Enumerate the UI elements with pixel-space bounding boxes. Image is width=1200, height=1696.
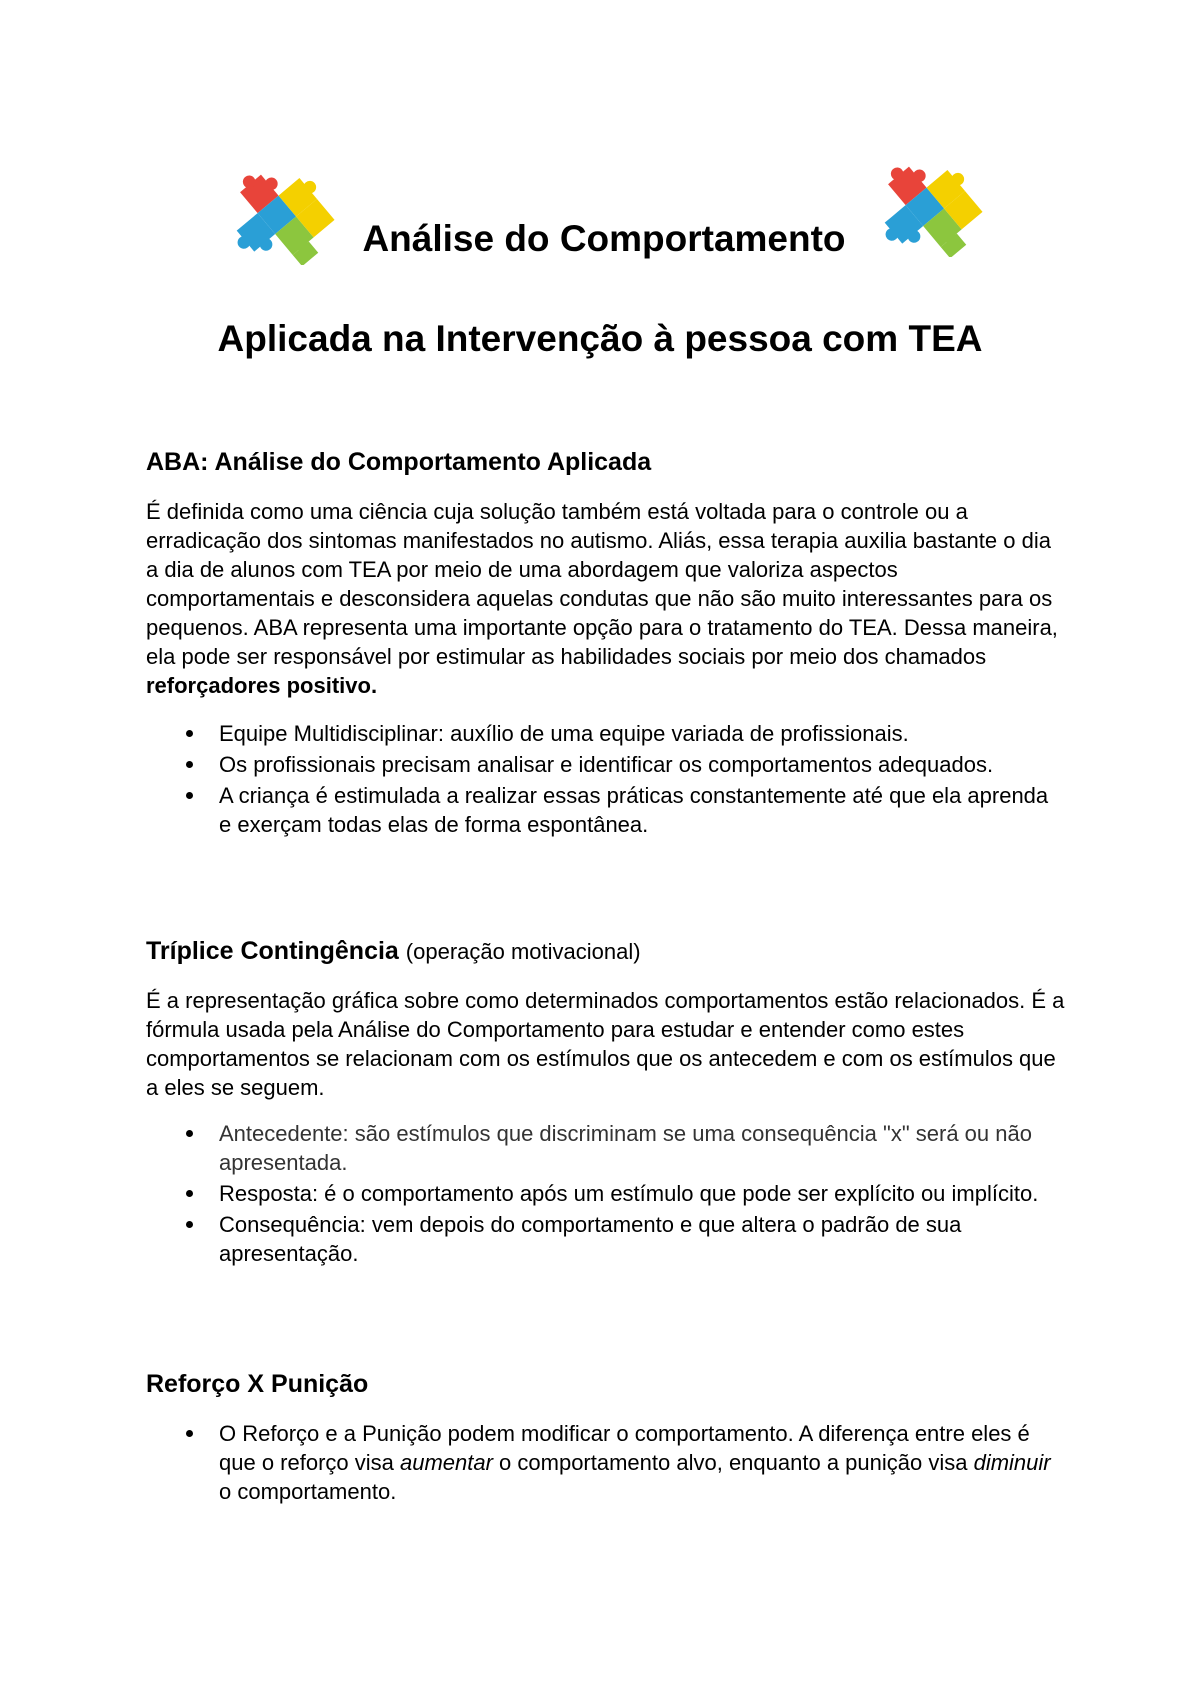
bullet-icon: [186, 1430, 193, 1437]
list-item: Equipe Multidisciplinar: auxílio de uma equipe variada de profissionais.: [146, 719, 1066, 748]
bullet-icon: [186, 792, 193, 799]
bullet-list-triplice: [146, 1119, 1066, 1270]
list-item: Consequência: vem depois do comportamento e que altera o padrão de sua apresentação.: [146, 1210, 1066, 1268]
list-item: Resposta: é o comportamento após um estímulo que pode ser explícito ou implícito.: [146, 1179, 1066, 1208]
document-title: Análise do Comportamento: [362, 218, 846, 259]
section-heading-aba: ABA: Análise do Comportamento Aplicada: [146, 448, 652, 476]
bullet-list-reforco: [146, 1419, 1066, 1508]
bullet-icon: [186, 1190, 193, 1197]
section-heading-reforco: Reforço X Punição: [146, 1370, 369, 1398]
list-item: A criança é estimulada a realizar essas práticas constantemente até que ela aprenda e exerçam todas elas de forma espontânea.: [146, 781, 1066, 839]
bullet-icon: [186, 761, 193, 768]
bullet-icon: [186, 730, 193, 737]
bullet-list-aba: [146, 719, 1066, 841]
bullet-icon: [186, 1221, 193, 1228]
list-item: Os profissionais precisam analisar e identificar os comportamentos adequados.: [146, 750, 1066, 779]
bullet-icon: [186, 1130, 193, 1137]
bold-term: reforçadores positivo.: [146, 673, 378, 698]
document-subtitle: Aplicada na Intervenção à pessoa com TEA: [217, 318, 983, 359]
paragraph-aba: [146, 497, 1066, 700]
list-item: Antecedente: são estímulos que discriminam se uma consequência "x" será ou não apresentada.: [146, 1119, 1066, 1177]
section-heading-triplice: Tríplice Contingência (operação motivacional): [146, 937, 641, 965]
paragraph-triplice: É a representação gráfica sobre como determinados comportamentos estão relacionados. É a fórmula usada pela Análise do Comportamento para estudar e entender como estes comportamentos se relacionam com os estímulos que os antecedem e com os estímulos que a eles se seguem.: [146, 988, 1065, 1100]
list-item: O Reforço e a Punição podem modificar o comportamento. A diferença entre eles é que o reforço visa aumentar o comportamento alvo, enquanto a punição visa diminuir o comportamento.: [146, 1419, 1066, 1506]
paragraph-text: É definida como uma ciência cuja solução também está voltada para o controle ou a erradicação dos sintomas manifestados no autismo. Aliás, essa terapia auxilia bastante o dia a dia de alunos com TEA por meio de uma abordagem que valoriza aspectos comportamentais e desconsidera aquelas condutas que não são muito interessantes para os pequenos. ABA representa uma importante opção para o tratamento do TEA. Dessa maneira, ela pode ser responsável por estimular as habilidades sociais por meio dos chamados: [146, 499, 1058, 669]
